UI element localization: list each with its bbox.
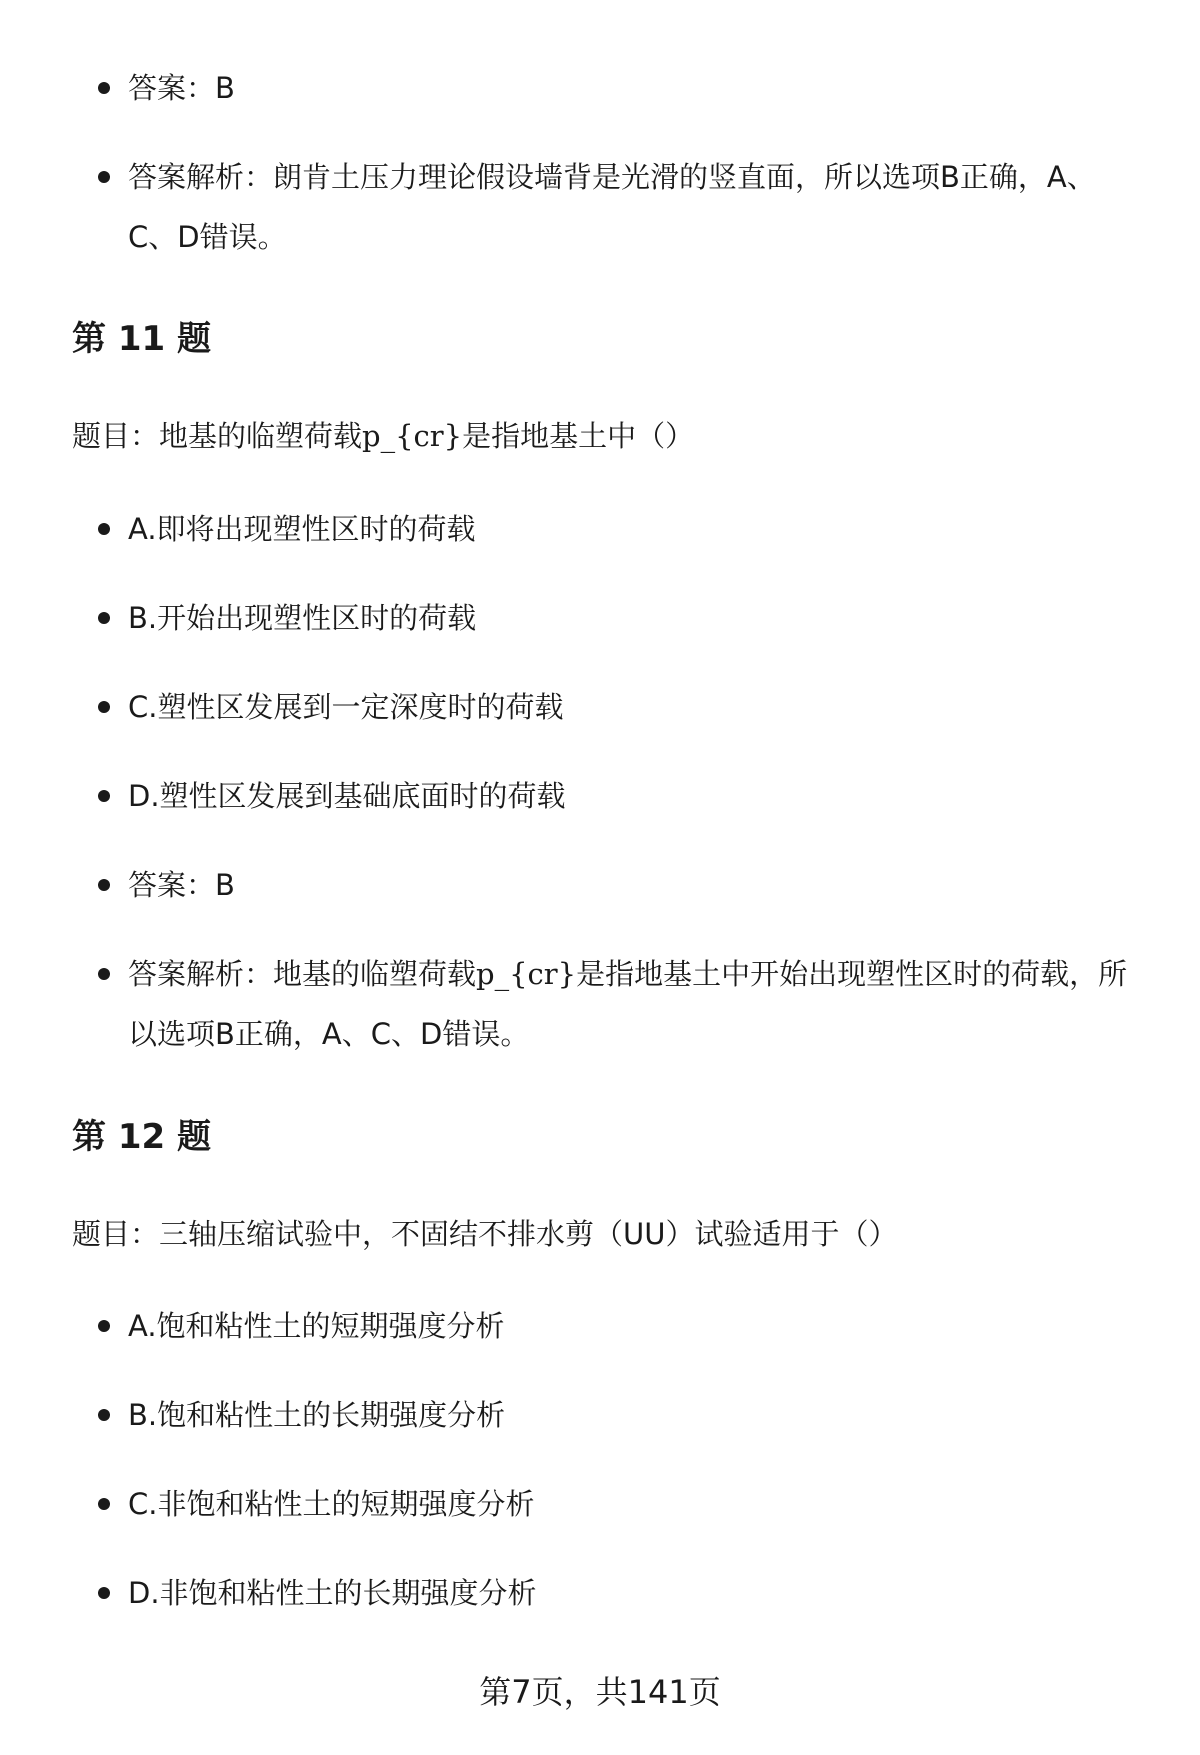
q11-answer: 答案：B [0,855,1200,944]
q10-explanation-list [0,147,1200,267]
q12-options [0,1296,1200,1652]
q12-option-c: C.非饱和粘性土的短期强度分析 [0,1474,1200,1563]
q11-explanation-prefix: 答案解析：地基的临塑荷载 [128,957,477,991]
q11-options [0,499,1200,1064]
q11-option-b: B.开始出现塑性区时的荷载 [0,588,1200,677]
q11-option-c: C.塑性区发展到一定深度时的荷载 [0,677,1200,766]
q10-explanation: 答案解析：朗肯土压力理论假设墙背是光滑的竖直面，所以选项B正确，A、C、D错误。 [0,147,1200,267]
q11-explanation-math: p_{cr} [476,957,577,991]
q11-option-d: D.塑性区发展到基础底面时的荷载 [0,766,1200,855]
q11-question-math: p_{cr} [362,419,463,453]
q10-answer: 答案：B [0,58,1200,118]
q11-explanation [0,944,1200,1064]
page-footer: 第7页，共141页 [479,1673,721,1711]
q12-option-d: D.非饱和粘性土的长期强度分析 [0,1563,1200,1652]
q12-option-a: A.饱和粘性土的短期强度分析 [0,1296,1200,1385]
q12-heading: 第 12 题 [72,1117,211,1157]
q11-explanation-suffix: 是指地基土中开始出现塑性区时的荷载，所以选项B正确，A、C、D错误。 [128,957,1128,1051]
q12-question: 题目：三轴压缩试验中，不固结不排水剪（UU）试验适用于（） [72,1217,898,1251]
q11-question-suffix: 是指地基土中（） [462,419,695,453]
q10-tail-list [0,58,1200,118]
q11-heading: 第 11 题 [72,319,211,359]
q12-option-b: B.饱和粘性土的长期强度分析 [0,1385,1200,1474]
q11-option-a: A.即将出现塑性区时的荷载 [0,499,1200,588]
q11-question [72,412,694,460]
q11-question-prefix: 题目：地基的临塑荷载 [72,419,363,453]
